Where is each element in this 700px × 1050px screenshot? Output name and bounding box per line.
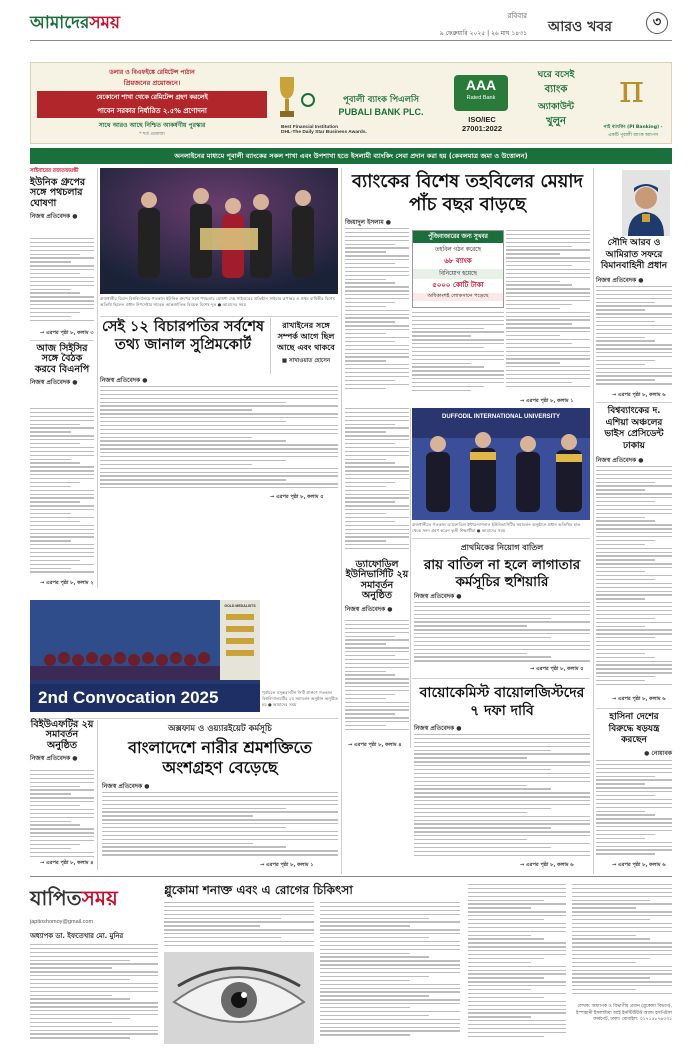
story-body (468, 884, 566, 1042)
story-cec-meeting[interactable] (30, 344, 94, 387)
photo-caption (262, 690, 338, 714)
iso-line: 27001:2022 (461, 124, 503, 133)
email-link[interactable]: japitoshomoy@gmail.com (30, 919, 94, 925)
story-biochemists[interactable] (414, 684, 590, 720)
story-body (506, 230, 590, 396)
bank-name-en: PUBALI BANK PLC. (338, 107, 424, 117)
ad-text: ব্যাংক (544, 84, 568, 95)
aaa-rating-badge (454, 75, 508, 111)
pubali-bank-ad[interactable] (30, 62, 672, 144)
box-line: ৬৮ ব্যাংক (444, 257, 472, 265)
story-byline: নিজস্ব প্রতিবেদক ● (414, 725, 462, 732)
pi-title: পাই ব্যাংকিং (PI Banking) - (603, 125, 663, 130)
box-line: বিনিয়োগ হয়েছে (413, 269, 503, 279)
story-daffodil[interactable] (345, 560, 409, 614)
story-headline[interactable]: বিশ্বব্যাংকের দ. এশিয়া অঞ্চলের ভাইস প্রেসিডেন্ট ঢাকায় (604, 406, 664, 451)
continued-link[interactable]: → এরপর পৃষ্ঠা ৮, কলাম ১ (520, 398, 574, 404)
ad-text: ডলার ও বিএফইঙ্কে রেমিটেন্স পাঠান (109, 69, 195, 76)
aaa-sublabel: Rated Bank (466, 95, 496, 101)
trophy-icon (276, 73, 298, 123)
air-chief-portrait (622, 170, 670, 236)
ad-account-block (516, 67, 596, 131)
story-headline[interactable]: সৌদি আরব ও আমিরাত সফরে বিমানবাহিনী প্রধান (600, 238, 668, 271)
japito-somoy-logo[interactable] (30, 884, 158, 917)
university-banner: DUFFODIL INTERNATIONAL UNIVERSITY (441, 414, 560, 420)
ad-text: * শর্ত প্রযোজ্য (139, 132, 165, 137)
iso-block (456, 115, 508, 133)
story-headline[interactable]: রায় বাতিল না হলে লাগাতার কর্মসূচির হুশিয়ারি (423, 557, 581, 590)
masthead (0, 0, 700, 58)
page-number: ৩ (646, 12, 668, 34)
column-divider (341, 168, 342, 874)
divider (596, 708, 672, 709)
story-women-labor[interactable] (102, 722, 338, 778)
story-body (30, 944, 158, 1042)
story-byline: নিজস্ব প্রতিবেদক ● (102, 783, 150, 790)
continued-link[interactable]: → এরপর পৃষ্ঠা ৮, কলাম ৪ (348, 742, 402, 748)
health-headline[interactable]: গ্লুকোমা শনাক্ত এবং এ রোগের চিকিৎসা (164, 883, 353, 897)
story-body (30, 408, 94, 580)
story-byline: নিজস্ব প্রতিবেদক ● (345, 605, 393, 613)
column-divider (410, 408, 411, 748)
logo-left-text: আমাদের (30, 13, 90, 33)
gold-medalists-label: GOLD MEDALISTS (224, 604, 256, 608)
story-byline: নিজস্ব প্রতিবেদক ● (100, 377, 148, 384)
award-text (281, 125, 367, 135)
masthead-rule (30, 40, 672, 41)
section-title: আরও খবর (548, 19, 612, 35)
brand-part: সময় (81, 886, 118, 910)
story-hasina[interactable] (596, 712, 672, 758)
continued-link[interactable]: → এরপর পৃষ্ঠা ৮, কলাম ৩ (40, 330, 94, 336)
story-body (164, 902, 314, 950)
story-body (414, 602, 590, 666)
box-line: ৫০০০ কোটি টাকা (432, 281, 484, 289)
story-body (596, 286, 672, 392)
masthead-date: ৯ ফেব্রুয়ারি ২০২৫ | ২৬ মাঘ ১৪৩১ (439, 30, 527, 37)
column-divider (97, 720, 98, 870)
section-rule (30, 876, 672, 877)
pi-logo-icon: π (619, 67, 644, 111)
story-kicker: প্রাথমিকের নিয়োগ বাতিল (460, 543, 544, 552)
caption-text: রাজধানীতে গতকাল ড্যাফোডিল ইন্টারন্যাশনাল ইউনিভার্সিটির সমাবর্তন অনুষ্ঠানে প্রধান অতিথির হাত থেকে সনদ গ্রহণ করেন কৃতী শিক্ষার্থীরা (412, 522, 581, 533)
story-headline[interactable]: আজ সিইসির সঙ্গে বৈঠক করবে বিএনপি (34, 343, 90, 375)
story-headline[interactable]: হাসিনা দেশের বিরুদ্ধে ষড়যন্ত্র করছেন (608, 712, 660, 745)
box-line: অধিকাংশই লোকসানে পড়েছে (413, 293, 503, 301)
ad-text: যেকোনো শাখা থেকে রেমিটেন্স গ্রহণ করলেই (37, 91, 267, 104)
newspaper-logo[interactable] (30, 10, 120, 38)
photo-caption (412, 522, 590, 534)
story-primary-teachers[interactable] (414, 542, 590, 591)
fund-info-box (412, 230, 504, 308)
divider (412, 538, 590, 539)
ad-remittance-block (37, 67, 267, 138)
story-world-bank[interactable] (596, 406, 672, 452)
story-body (596, 466, 672, 696)
story-headline[interactable]: ড্যাফোডিল ইউনিভার্সিটি ২য় সমাবর্তন অনুষ্ঠিত (345, 559, 409, 602)
photo-credit: ● আমাদের সময় (476, 528, 506, 533)
continued-link[interactable]: → এরপর পৃষ্ঠা ৮, কলাম ১ (260, 862, 314, 868)
story-air-chief[interactable] (596, 238, 672, 273)
story-headline[interactable]: বিইউএফটির ২য় সমাবর্তন অনুষ্ঠিত (30, 719, 94, 751)
iso-line: ISO/IEC (468, 115, 496, 124)
column-divider (270, 318, 271, 374)
continued-link[interactable]: → এরপর পৃষ্ঠা ৮, কলাম ৬ (612, 862, 666, 868)
photo-credit: ● আমাদের সময় (268, 702, 297, 707)
story-headline[interactable]: ইউনিক গ্রুপের সঙ্গে পথচলার ঘোষণা (30, 177, 86, 209)
story-byline: নিজস্ব প্রতিবেদক ● (30, 755, 78, 763)
photo-bufft-convocation (30, 600, 260, 712)
ad-text: পাবেন সরকার নির্ধারিত ২.৫% প্রণোদনা (37, 104, 267, 118)
story-body (320, 902, 460, 1042)
story-body (414, 734, 590, 862)
story-bank-fund[interactable] (345, 170, 590, 216)
divider (596, 402, 672, 403)
story-byline: নিজস্ব প্রতিবেদক ● (596, 457, 644, 464)
health-brand-block (30, 884, 158, 925)
award-line: Best Financial Institution (281, 125, 339, 130)
column-divider (97, 168, 98, 588)
continued-link[interactable]: → এরপর পৃষ্ঠা ৮, কলাম ৫ (270, 494, 324, 500)
story-headline[interactable]: বাংলাদেশে নারীর শ্রমশক্তিতে অংশগ্রহণ বেড়েছে (128, 738, 312, 777)
story-byline: নিজস্ব প্রতিবেদক ● (30, 213, 78, 221)
story-byline: নিজস্ব প্রতিবেদক ● (414, 593, 462, 600)
continued-link[interactable]: → এরপর পৃষ্ঠা ৮, কলাম ৫ (530, 666, 584, 672)
photo-daffodil-convocation (412, 408, 590, 520)
ad-text: প্রিয়জনের প্রয়োজনে। (123, 79, 181, 87)
story-headline[interactable]: সেই ১২ বিচারপতির সর্বশেষ তথ্য জানাল সুপ্রিমকোর্ট (101, 318, 265, 353)
photo-credit: ● আমাদের সময় (217, 302, 247, 307)
box-title: পুঁজিবাজারের জন্য সুখবর (413, 231, 503, 243)
masthead-day: রবিবার (507, 12, 527, 20)
story-byline: ■ সাখাওয়াত হোসেন (281, 358, 331, 364)
story-rakhine[interactable] (274, 320, 338, 366)
continued-link[interactable]: → এরপর পৃষ্ঠা ৮, কলাম ৬ (612, 696, 666, 702)
bank-name-bn: পূবালী ব্যাংক পিএলসি (343, 95, 419, 105)
bank-name-block (311, 93, 451, 117)
caption-text: রাজধানীর বিমান বিশ্ববিদ্যালয়ে গতকাল ইউনিক গ্রুপের সঙ্গে পথচলার ঘোষণা দেয় সাইবারের প্রতিষ্ঠান সাইবার রূপান্তর ও প্রথম বার্ষিকীর বিশেষ অতিথি ছিলেন প্রধান উপদেষ্টার সাবেক আন্তর্জাতিক বিষয়ক বিশেষ দূত (100, 296, 335, 307)
japito-somoy-section (30, 880, 672, 1046)
award-line: DHL-The Daily Star Business Awards. (281, 130, 367, 135)
story-body (596, 760, 672, 860)
islamic-banking-banner: অনলাইনের মাধ্যমে পূবালী ব্যাংকের সকল শাখা এবং উপশাখা হতে ইসলামী ব্যাংকিং সেবা প্রদান করা হয় (কেবলমাত্র জমা ও উত্তোলন) (30, 148, 672, 164)
eye-photo (164, 952, 314, 1044)
story-body (100, 386, 338, 494)
story-kicker: অক্সফাম ও ওয়্যারইয়েট কর্মসূচি (168, 724, 272, 734)
bank-logo-icon (301, 93, 315, 107)
photo-caption (100, 296, 338, 314)
masthead-dateblock (405, 10, 527, 39)
story-headline[interactable]: বায়োকেমিস্ট বায়োলজিস্টদের ৭ দফা দাবি (419, 685, 585, 719)
continued-link[interactable]: → এরপর পৃষ্ঠা ৮, কলাম ২ (40, 580, 94, 586)
story-body (345, 408, 409, 556)
column-divider (593, 168, 594, 874)
continued-link[interactable]: → এরপর পৃষ্ঠা ৮, কলাম ৬ (612, 392, 666, 398)
ad-text: সাথে আরও আছে নিশ্চিত আকর্ষণীয় পুরস্কার (98, 122, 206, 129)
story-byline: জিয়াদুল ইসলাম ● (345, 219, 392, 226)
story-body (30, 238, 94, 330)
divider (412, 678, 590, 679)
ad-text: অ্যাকাউন্ট (537, 102, 574, 112)
box-line: তহবিল গঠন করেছে (434, 247, 482, 253)
story-body (345, 620, 409, 738)
lead-headline[interactable]: ব্যাংকের বিশেষ তহবিলের মেয়াদ পাঁচ বছর বাড়ছে (352, 171, 583, 215)
brand-part: যাপিত (30, 886, 82, 910)
story-unique-group[interactable] (30, 168, 94, 221)
story-12-justices[interactable] (100, 318, 266, 354)
convocation-banner: 2nd Convocation 2025 (30, 684, 260, 712)
story-body (345, 228, 409, 396)
story-byline: ● নোয়াবক (644, 749, 672, 757)
story-headline[interactable]: রাখাইনের সঙ্গে সম্পর্ক আগে ছিল আছে এবং থাকবে (277, 320, 335, 352)
ad-text: ঘরে বসেই (537, 70, 575, 80)
caption-text: পূর্বাচলে বসুন্ধরা-টিন সিটি প্রাঙ্গণে গতকাল বিশ্ববিদ্যালয়টির ২য় সমাবর্তন অনুষ্ঠান অনুষ্ঠিত হয় (262, 690, 338, 707)
article-author: অধ্যাপক ডা. ইফতেখার মো. মুনির (30, 932, 124, 940)
photo-unique-group-event (100, 168, 338, 294)
story-byline: নিজস্ব প্রতিবেদক ● (30, 379, 78, 387)
story-body (572, 884, 672, 1000)
story-body (412, 312, 504, 396)
continued-link[interactable]: → এরপর পৃষ্ঠা ৮, কলাম ৬ (520, 862, 574, 868)
story-body (102, 792, 338, 860)
story-bufft[interactable] (30, 720, 94, 763)
ad-text: খুলুন (546, 116, 566, 127)
author-footer: লেখক: অধ্যাপক ও বিভাগীয় প্রধান (গ্লুকোমা বিভাগ), ইস্পাহানী ইসলামিয়া আই ইনস্টিটিউট অ্যান্ড হসপিটাল ফার্মগেট, ঢাকা। মোবাইল: ০১৭১৫৮৭৬০৩১ (576, 1004, 672, 1022)
continued-link[interactable]: → এরপর পৃষ্ঠা ৮, কলাম ৪ (40, 860, 94, 866)
logo-right-text: সময় (89, 13, 120, 33)
divider (30, 340, 94, 341)
story-kicker: সাইবারের রজতজয়ন্তী (30, 168, 79, 174)
story-body (30, 770, 94, 860)
aaa-label: AAA (465, 77, 497, 93)
pi-sub: একটি পূবালী ব্যাংক অ্যাপস (608, 133, 658, 138)
divider (100, 316, 338, 317)
pi-banking-block (596, 123, 670, 139)
story-byline: নিজস্ব প্রতিবেদক ● (596, 277, 644, 284)
